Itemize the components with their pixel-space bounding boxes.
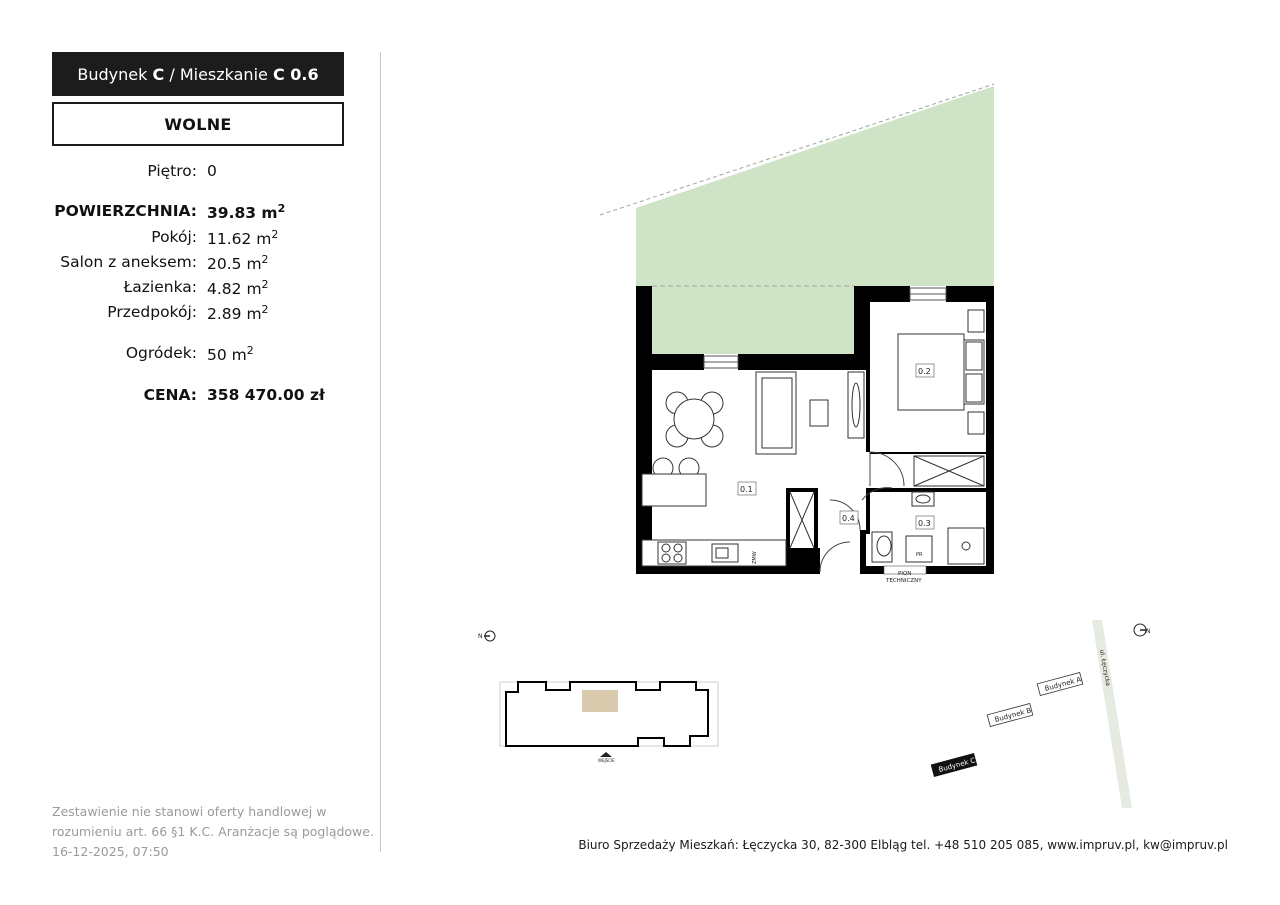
room-value: 4.82 $m^2$ <box>207 278 269 299</box>
room-label: Salon z aneksem: <box>60 253 197 271</box>
room-label: Łazienka: <box>123 278 197 296</box>
room-label-0-3: 0.3 <box>918 519 931 528</box>
garden-value: 50 $m^2$ <box>207 344 254 365</box>
key-plan-north-label: N <box>478 633 483 640</box>
room-label-0-2: 0.2 <box>918 367 931 376</box>
room-value: 20.5 $m^2$ <box>207 253 269 274</box>
site-map-north-icon <box>1134 624 1151 636</box>
garden-area <box>636 86 994 286</box>
street <box>1092 620 1132 808</box>
room-value: 11.62 $m^2$ <box>207 228 279 249</box>
total-area-label: POWIERZCHNIA: <box>54 202 197 220</box>
garden-label: Ogródek: <box>125 344 197 362</box>
floor-value: 0 <box>207 162 217 180</box>
apartment-label: Mieszkanie <box>179 64 268 84</box>
status-text: WOLNE <box>164 114 232 134</box>
building-b-label: Budynek B <box>993 706 1033 724</box>
shaft-label-line2: TECHNICZNY <box>886 578 922 584</box>
price-label: CENA: <box>143 386 197 404</box>
terrace-area <box>652 286 854 354</box>
room-label: Przedpokój: <box>107 303 197 321</box>
room-value: 2.89 $m^2$ <box>207 303 269 324</box>
bedroom-furniture <box>898 310 984 486</box>
total-area-value: 39.83 $m^2$ <box>207 202 286 223</box>
disclaimer-text: Zestawienie nie stanowi oferty handlowej w rozumieniu art. 66 §1 K.C. Aranżacje są poglądowe. 16-12-2025, 07:50 <box>52 804 374 859</box>
building-label: Budynek <box>77 64 148 84</box>
building-b-marker <box>987 704 1033 727</box>
building-value: C <box>152 64 165 84</box>
kitchen-annotation: ZMW <box>752 551 758 564</box>
site-map-north-label: N <box>1146 628 1151 635</box>
highlighted-apartment <box>582 690 618 712</box>
key-plan <box>478 631 718 763</box>
room-label-0-1: 0.1 <box>740 485 753 494</box>
street-label: ul. Łęczycka <box>1098 649 1112 687</box>
shaft-label-line1: PION <box>898 571 912 577</box>
pr-annotation: PR <box>916 552 923 558</box>
floor-plan <box>600 84 994 584</box>
room-label-0-4: 0.4 <box>842 514 855 523</box>
price-value: 358 470.00 zł <box>207 386 325 404</box>
room-label: Pokój: <box>151 228 197 246</box>
header-separator: / <box>169 64 175 84</box>
entrance-label: WEJŚCIE <box>598 758 615 763</box>
key-plan-north-icon <box>478 631 495 641</box>
building-c-label: Budynek C <box>937 756 977 774</box>
building-a-marker <box>1037 673 1083 696</box>
floor-label: Piętro: <box>147 162 197 180</box>
site-map <box>931 620 1150 808</box>
entrance-marker <box>600 752 612 757</box>
apartment-value: C 0.6 <box>272 64 319 84</box>
building-a-label: Budynek A <box>1043 675 1083 693</box>
hall-wardrobe <box>790 492 814 548</box>
kitchen-counter <box>642 540 786 566</box>
sales-office-footer: Biuro Sprzedaży Mieszkań: Łęczycka 30, 82-300 Elbląg tel. +48 510 205 085, www.impruv.pl, kw@impruv.pl <box>578 838 1228 852</box>
building-c-marker <box>931 754 977 777</box>
